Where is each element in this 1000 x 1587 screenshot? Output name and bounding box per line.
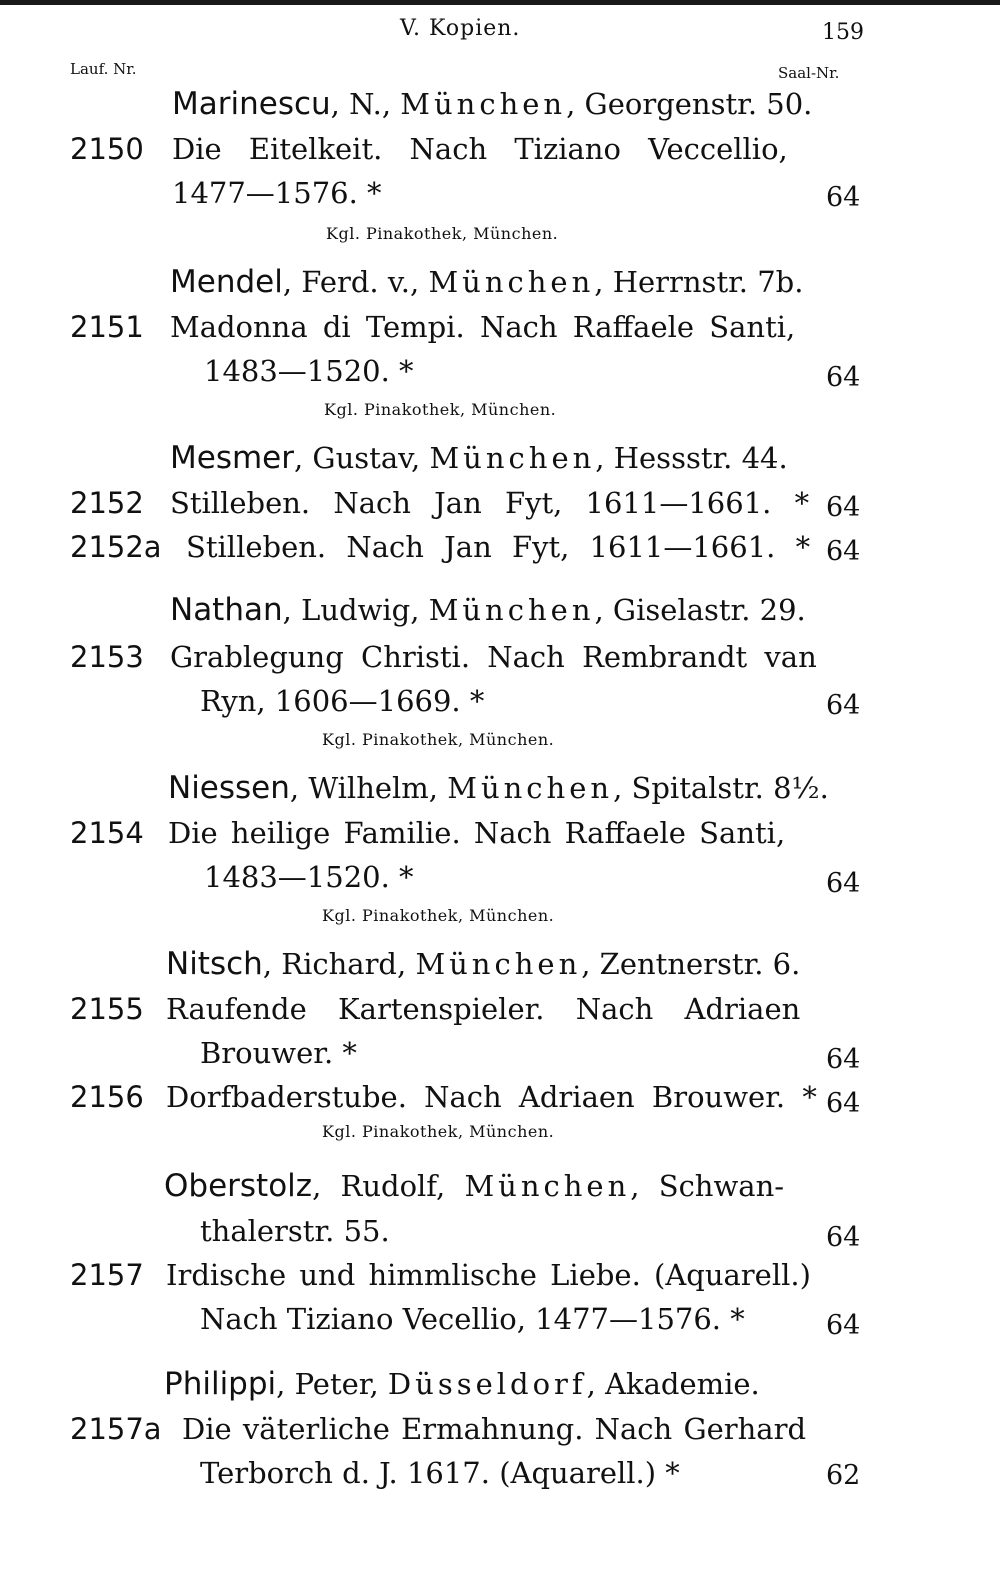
artist-heading [168,770,829,806]
artist-first-name: , Rudolf, [312,1169,465,1203]
artist-city: München [400,87,567,121]
top-border [0,0,1000,5]
entry-number: 2150 [70,132,144,166]
saal-number: 64 [826,868,861,899]
running-head: V. Kopien. [400,16,521,41]
saal-number: 64 [826,492,861,523]
entry-title-line: Dorfbaderstube. Nach Adriaen Brouwer. * [166,1080,817,1114]
entry-location: Kgl. Pinakothek, München. [324,400,557,419]
saal-number: 64 [826,1222,861,1253]
artist-heading [170,592,806,628]
saal-number: 64 [826,690,861,721]
artist-first-name: , Ferd. v., [282,265,429,299]
entry-title-line: Stilleben. Nach Jan Fyt, 1611—1661. * [186,530,811,564]
entry-title-line: Raufende Kartenspieler. Nach Adriaen [166,992,801,1026]
saal-number: 64 [826,362,861,393]
entry-title-line: Ryn, 1606—1669. * [200,684,485,718]
artist-name: Nathan [170,592,283,628]
column-label-saal-nr: Saal-Nr. [778,64,840,82]
entry-location: Kgl. Pinakothek, München. [322,906,555,925]
entry-title-line: 1483—1520. * [204,354,414,388]
artist-address: , Hessstr. 44. [595,441,788,475]
artist-heading [172,86,812,122]
entry-number: 2156 [70,1080,144,1114]
artist-address: , Georgenstr. 50. [566,87,813,121]
entry-number: 2155 [70,992,144,1026]
artist-name: Mesmer [170,440,294,476]
entry-title-line: Irdische und himmlische Liebe. (Aquarell.) [166,1258,811,1292]
entry-number: 2157 [70,1258,144,1292]
artist-address: , Schwan- [630,1169,785,1203]
saal-number: 64 [826,1310,861,1341]
artist-heading [170,264,803,300]
artist-address: , Akademie. [586,1367,760,1401]
page-number: 159 [822,20,864,45]
entry-title-line: Die Eitelkeit. Nach Tiziano Veccellio, [172,132,788,166]
artist-name: Marinescu [172,86,331,122]
artist-first-name: , Peter, [276,1367,388,1401]
artist-address: , Spitalstr. 8½. [613,771,829,805]
artist-city: München [447,771,614,805]
artist-name: Mendel [170,264,283,300]
artist-heading [166,946,800,982]
entry-number: 2153 [70,640,144,674]
artist-city: München [429,441,596,475]
artist-first-name: , N., [330,87,401,121]
artist-address-continued: thalerstr. 55. [200,1214,390,1248]
artist-address: , Zentnerstr. 6. [581,947,801,981]
column-label-lauf-nr: Lauf. Nr. [70,60,137,78]
entry-number: 2157a [70,1412,162,1446]
entry-number: 2152 [70,486,144,520]
artist-name: Oberstolz [164,1168,313,1204]
entry-title-line: Grablegung Christi. Nach Rembrandt van [170,640,817,674]
entry-title-line: Terborch d. J. 1617. (Aquarell.) * [200,1456,680,1490]
artist-first-name: , Richard, [262,947,416,981]
artist-city: München [415,947,582,981]
entry-number: 2151 [70,310,144,344]
saal-number: 64 [826,536,861,567]
entry-number: 2154 [70,816,144,850]
saal-number: 64 [826,182,861,213]
saal-number: 62 [826,1460,861,1491]
entry-title-line: Madonna di Tempi. Nach Raffaele Santi, [170,310,796,344]
artist-first-name: , Wilhelm, [289,771,448,805]
artist-city: München [428,265,595,299]
entry-location: Kgl. Pinakothek, München. [322,730,555,749]
entry-title-line: 1477—1576. * [172,176,382,210]
artist-name: Philippi [164,1366,277,1402]
saal-number: 64 [826,1044,861,1075]
artist-name: Niessen [168,770,290,806]
artist-heading [170,440,788,476]
artist-first-name: , Gustav, [294,441,430,475]
artist-heading [164,1366,760,1402]
entry-title-line: Die heilige Familie. Nach Raffaele Santi, [168,816,786,850]
artist-heading [164,1168,784,1204]
artist-first-name: , Ludwig, [282,593,429,627]
entry-location: Kgl. Pinakothek, München. [326,224,559,243]
artist-name: Nitsch [166,946,263,982]
entry-title-line: 1483—1520. * [204,860,414,894]
entry-title-line: Die väterliche Ermahnung. Nach Gerhard [182,1412,807,1446]
artist-city: Düsseldorf [387,1367,587,1401]
entry-title-line: Stilleben. Nach Jan Fyt, 1611—1661. * [170,486,810,520]
entry-location: Kgl. Pinakothek, München. [322,1122,555,1141]
artist-address: , Giselastr. 29. [594,593,806,627]
entry-title-line: Nach Tiziano Vecellio, 1477—1576. * [200,1302,745,1336]
artist-city: München [464,1169,631,1203]
saal-number: 64 [826,1088,861,1119]
artist-city: München [428,593,595,627]
entry-title-line: Brouwer. * [200,1036,357,1070]
entry-number: 2152a [70,530,162,564]
artist-address: , Herrnstr. 7b. [594,265,804,299]
